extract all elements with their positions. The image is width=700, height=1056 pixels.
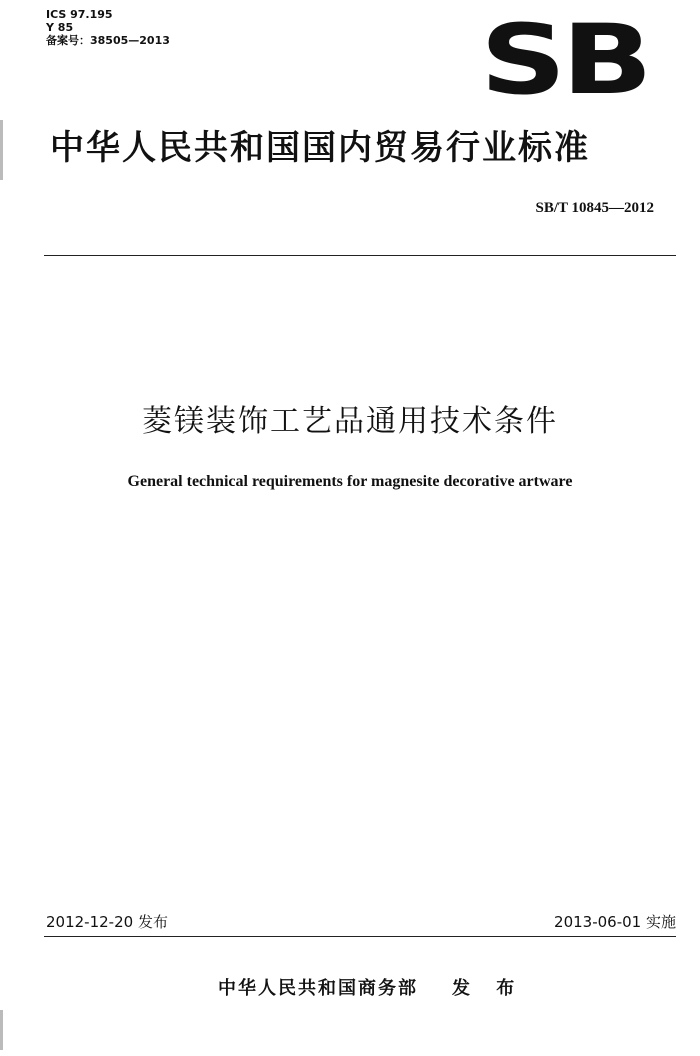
standard-code: SB/T 10845—2012	[535, 200, 654, 216]
ics-code: ICS 97.195	[46, 8, 113, 21]
standard-body-title: 中华人民共和国国内贸易行业标准	[50, 128, 590, 168]
bottom-divider	[44, 936, 676, 937]
implementation-date: 2013-06-01 实施	[554, 913, 676, 931]
classification-code: Y 85	[46, 21, 74, 34]
record-number: 备案号：38505—2013	[46, 34, 170, 47]
issuer-line	[218, 974, 524, 1000]
issuer-action: 发 布	[452, 978, 525, 999]
top-divider	[44, 255, 676, 256]
document-title-english: General technical requirements for magnesite decorative artware	[127, 473, 573, 490]
scan-edge-mark	[0, 1010, 3, 1050]
scan-edge-mark	[0, 120, 3, 180]
sb-logo: SB	[480, 4, 648, 116]
issue-date: 2012-12-20 发布	[46, 913, 168, 931]
document-metadata	[46, 8, 170, 47]
document-title-chinese: 菱镁装饰工艺品通用技术条件	[142, 404, 558, 439]
issuer-name: 中华人民共和国商务部	[218, 978, 418, 999]
